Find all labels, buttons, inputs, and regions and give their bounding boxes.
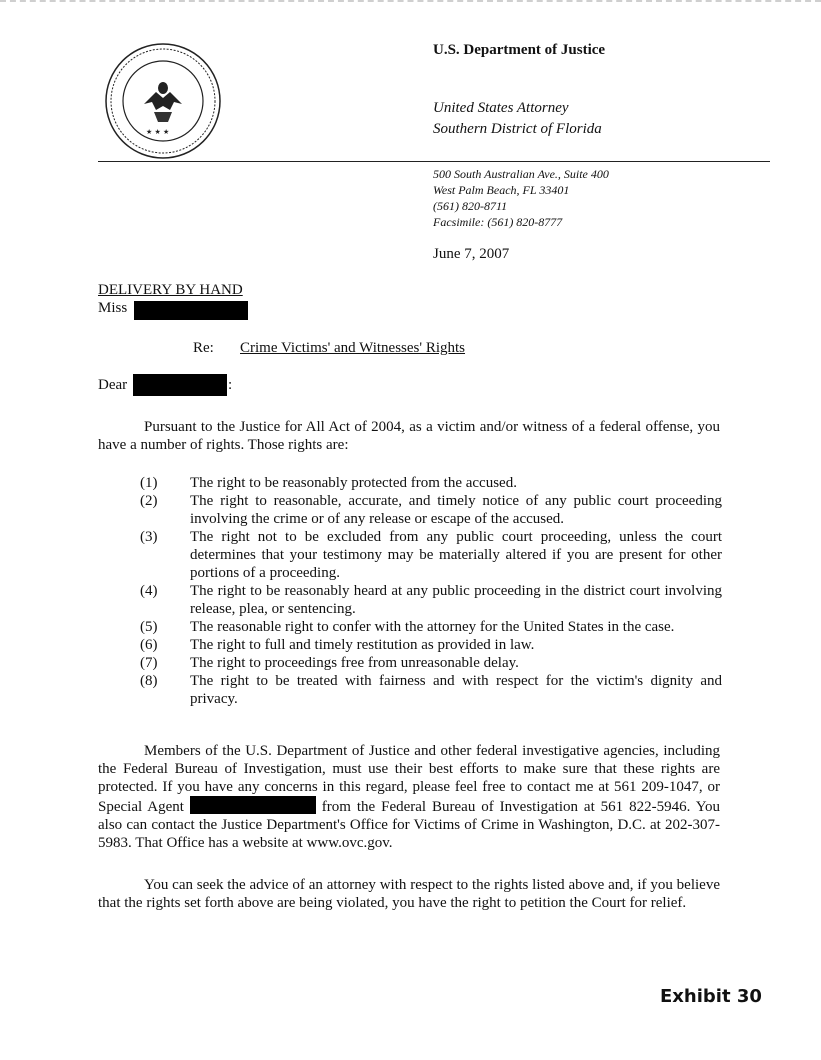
doj-seal	[104, 42, 222, 160]
rights-list-item	[140, 672, 722, 708]
recipient-redaction	[134, 301, 248, 320]
letterhead-divider	[98, 161, 770, 162]
rights-list-item	[140, 636, 722, 654]
agent-redaction	[190, 796, 316, 814]
rights-list	[140, 474, 722, 708]
exhibit-label: Exhibit 30	[660, 986, 762, 1007]
right-number: (1)	[140, 475, 158, 491]
right-text: The right to full and timely restitution as provided in law.	[190, 637, 535, 653]
contact-text-b: from the Federal Bureau of Investigation at 561 822-5946. You also can contact the Justice Department's Office for Victims of Crime in Washington, D.C. at 202-307-5983. That Office has a website at www.ovc.gov.	[98, 799, 721, 851]
letter-date: June 7, 2007	[433, 246, 510, 262]
right-text: The right to proceedings free from unreasonable delay.	[190, 655, 519, 671]
right-number: (3)	[140, 529, 158, 545]
re-label: Re:	[193, 340, 214, 356]
right-number: (5)	[140, 619, 158, 635]
right-text: The reasonable right to confer with the attorney for the United States in the case.	[190, 619, 675, 635]
contact-paragraph	[98, 742, 720, 852]
rights-list-item	[140, 654, 722, 672]
office-name	[433, 98, 602, 140]
re-subject: Crime Victims' and Witnesses' Rights	[240, 340, 466, 356]
right-text: The right to be reasonably protected from the accused.	[190, 475, 517, 491]
right-text: The right to reasonable, accurate, and timely notice of any public court proceeding involving the crime or of any release or escape of the accused.	[190, 493, 722, 527]
recipient-prefix: Miss	[98, 300, 128, 316]
intro-text: Pursuant to the Justice for All Act of 2004, as a victim and/or witness of a federal offense, you have a number of rights. Those rights are:	[98, 419, 720, 453]
right-number: (8)	[140, 673, 158, 689]
contact-text-a: Members of the U.S. Department of Justice and other federal investigative agencies, including the Federal Bureau of Investigation, must use their best efforts to make sure that these rights are protected. If you have any concerns in this regard, please feel free to contact me at 561 209-1047, or Special Agent	[98, 743, 720, 815]
delivery-method: DELIVERY BY HAND	[98, 282, 243, 298]
office-line-1: United States Attorney	[433, 100, 569, 116]
rights-list-item	[140, 528, 722, 582]
address-line-1: 500 South Australian Ave., Suite 400	[433, 167, 609, 181]
salutation: Dear	[98, 377, 128, 393]
svg-text:★ ★ ★: ★ ★ ★	[146, 128, 170, 136]
office-line-2: Southern District of Florida	[433, 121, 602, 137]
recipient-line	[98, 300, 127, 317]
salutation-colon: :	[228, 377, 233, 393]
right-number: (7)	[140, 655, 158, 671]
address-line-2: West Palm Beach, FL 33401	[433, 183, 570, 197]
address-line-4: Facsimile: (561) 820-8777	[433, 215, 563, 229]
rights-list-item	[140, 474, 722, 492]
scan-edge	[0, 0, 821, 6]
right-number: (6)	[140, 637, 158, 653]
right-text: The right to be treated with fairness and with respect for the victim's dignity and privacy.	[190, 673, 722, 707]
right-number: (4)	[140, 583, 158, 599]
rights-list-item	[140, 618, 722, 636]
salutation-redaction	[133, 374, 227, 396]
advice-paragraph	[98, 876, 720, 912]
rights-list-item	[140, 492, 722, 528]
department-title: U.S. Department of Justice	[433, 42, 606, 58]
right-number: (2)	[140, 493, 158, 509]
advice-text: You can seek the advice of an attorney with respect to the rights listed above and, if you believe that the rights set forth above are being violated, you have the right to petition the Court for relief.	[98, 877, 720, 911]
office-address	[433, 166, 609, 230]
right-text: The right to be reasonably heard at any public proceeding in the district court involving release, plea, or sentencing.	[190, 583, 722, 617]
right-text: The right not to be excluded from any public court proceeding, unless the court determines that your testimony may be materially altered if you are present for other portions of a proceeding.	[190, 529, 722, 581]
rights-list-item	[140, 582, 722, 618]
intro-paragraph	[98, 418, 720, 454]
address-line-3: (561) 820-8711	[433, 199, 508, 213]
